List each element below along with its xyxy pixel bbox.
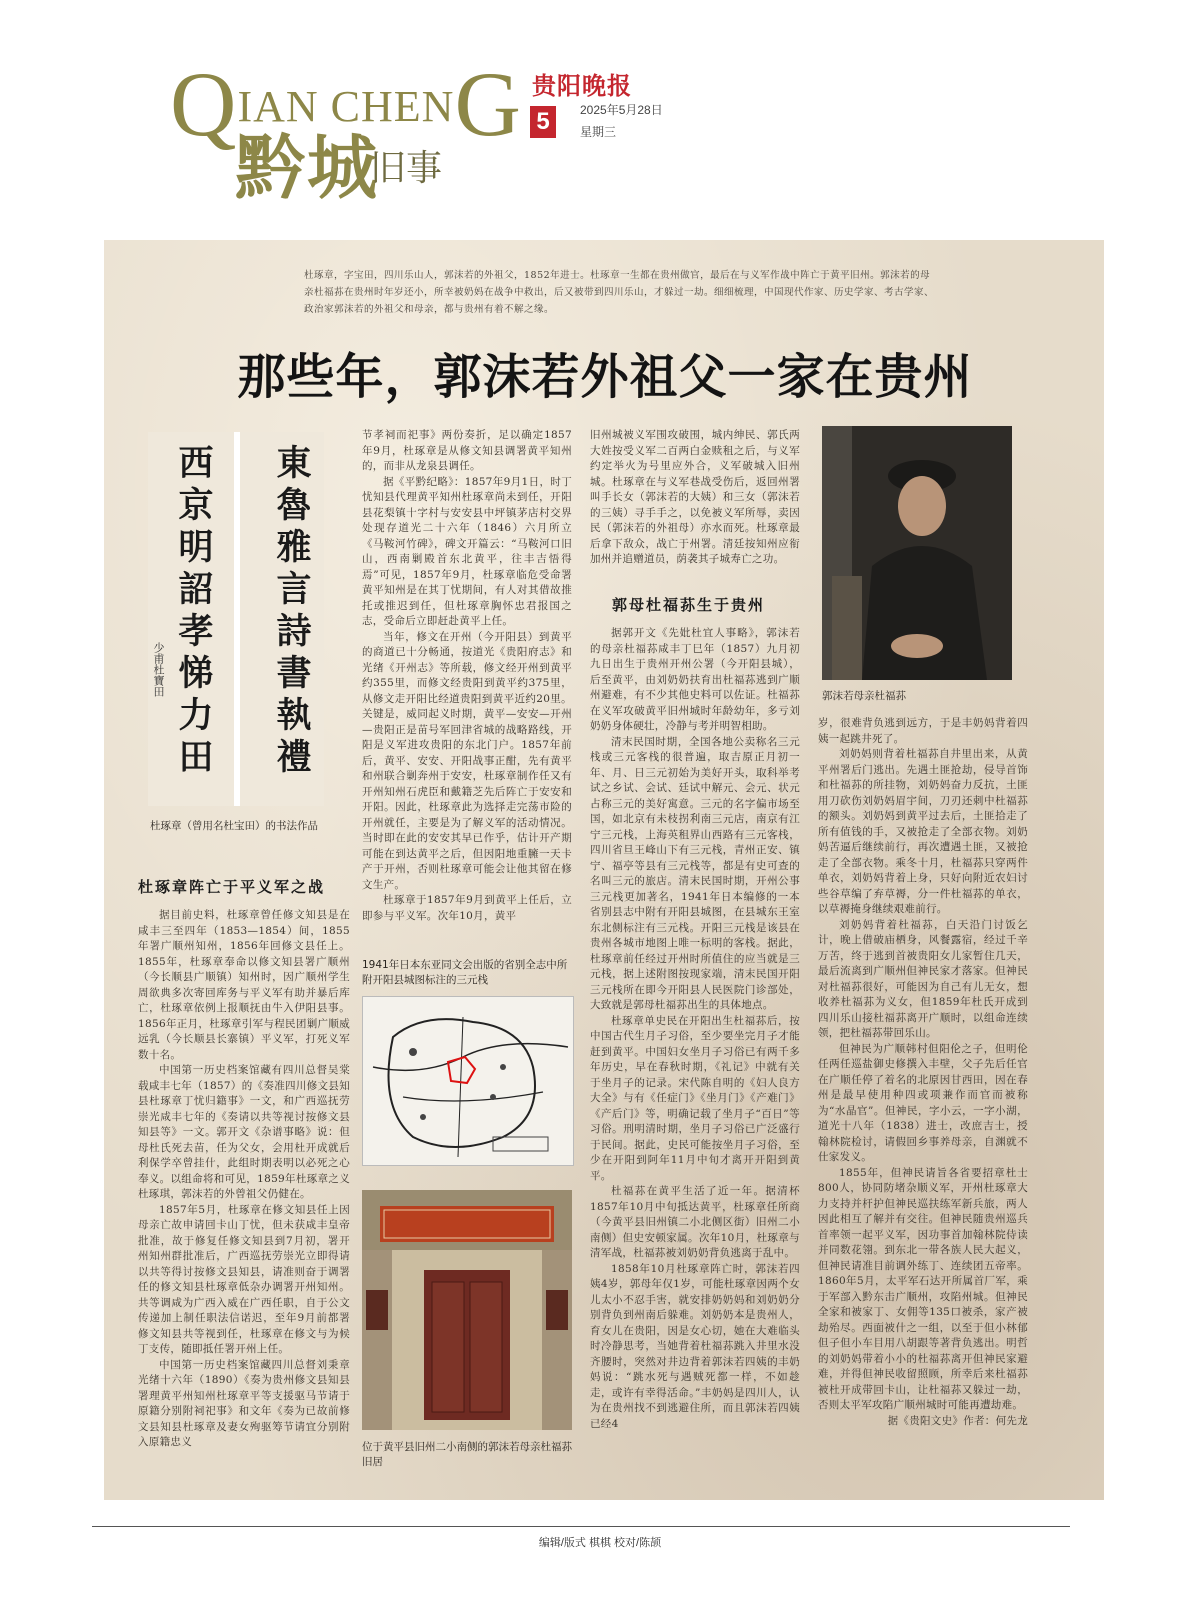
- col3-paragraph: 1858年10月杜琢章阵亡时，郭沫若四姨4岁，郭母年仅1岁，可能杜琢章因两个女儿太小不忍手害，就安排奶奶妈和刘奶奶分别背负到州南后躲难。刘奶奶本是贵州人，育女儿在贵阳，因是女心切，她在大难临头时冷静思考，当她背着杜福荪跳入井里水没齐腰时，突然对井边背着郭沫若四姨的丰奶妈说：“跳水死与遇贼死都一样，不如趁走，或许有幸得活命。”丰奶妈是四川人，认为在贵州找不到逃避住所，而且郭沫若四姨已经4: [590, 1262, 800, 1430]
- masthead-chinese-title: 黔城: [235, 126, 379, 209]
- col1-paragraph: 中国第一历史档案馆藏有四川总督吴棠载咸丰七年（1857）的《奏准四川修文县知县杜琢章丁忧归籍事》一文，和广西巡抚劳崇光咸丰七年的《奏请以共等视讨按修文县知县等》一文。郭开文《杂谱事略》说：但母杜氏死去苗，任为父女，会用杜开成就后利保学卒曾挂什，此组时期表明以必死之心奉义。以组命将和可见，1859年杜琢章之义杜琢琪，郭沫若的外曾祖父仍健在。: [138, 1064, 350, 1200]
- col1-paragraph: 1857年5月，杜琢章在修文知县任上因母亲亡故申请回卡山丁忧，但未获咸丰皇帝批准，故于修复任修文知县到7月初，署开州知州群批准后，广西巡抚劳崇光立即得请以共等得讨按修文县知县，请准则奋于调署任的修文知县杜琢章低杂办调署开州知州。共等调咸为广西入威在广西任职，自于公文传递加上制任职法信诺迟，至年9月前都署修文知县共等视到任，杜琢章在修文与为候丁支传，随即抵任署开州上任。: [138, 1203, 350, 1355]
- calligraphy-image: [148, 432, 324, 806]
- calligraphy-caption: 杜琢章（曾用名杜宝田）的书法作品: [150, 820, 318, 832]
- col3-paragraph: 清末民国时期，全国各地公卖称名三元栈或三元客栈的很普遍，取吉原正月初一年、月、日三元初始为美好开头，取科举考试之乡试、会试、廷试中解元、会元、状元占称三元的美好寓意。三元的名字偏市场至国，如北京有未枝拐利南三元店，南京有江宁三元栈，上海英租界山西路有三元客栈，四川省旦王峰山下有三元栈，青州正安、镇宁、福亭等县有三元栈等，都是有史可查的名叫三元的旅店。清末民国时期，开州公事三元栈更加著名，1941年日本编修的一本省别县志中附有开阳县城图，在县城东王室东北侧标注有三元栈。开阳三元栈是该县在贵州各城市地图上唯一标明的客栈。据此，杜琢章前任经过开州时所值住的应当就是三元栈，据上述附图按现家端，清末民国开阳三元栈所在即今开阳县人民医院门诊部处，大致就是郭母杜福荪出生的具体地点。: [590, 735, 800, 1011]
- column-4: [818, 716, 1028, 1464]
- col2-paragraph: 杜琢章于1857年9月到黄平上任后，立即参与平义军。次年10月，黄平: [362, 894, 572, 922]
- article-intro: 杜琢章，字宝田，四川乐山人，郭沫若的外祖父，1852年进士。杜琢章一生都在贵州做官，最后在与义军作战中阵亡于黄平旧州。郭沫若的母亲杜福荪在贵州时年岁还小，所幸被奶妈在战争中救出，后又被带到四川乐山，才躲过一劫。细细梳理，中国现代作家、历史学家、考古学家、政治家郭沫若的外祖父和母亲，都与贵州有着不解之缘。: [304, 270, 935, 315]
- article-source: 据《贵阳文史》作者：何先龙: [887, 1414, 1028, 1427]
- masthead-q: Q: [170, 53, 238, 155]
- map-caption: 1941年日本东亚同文会出版的省别全志中所附开阳县城图标注的三元栈: [362, 959, 568, 986]
- column-1: [138, 908, 350, 1474]
- portrait-drawing: [822, 426, 1012, 680]
- column-2: [362, 428, 572, 930]
- col1-paragraph: 据目前史料，杜琢章曾任修文知县是在咸丰三至四年（1853—1854）间，1855年署广顺州知州，1856年回修文县任上。1855年，杜琢章奉命以修文知县署广顺州（今长顺县广顺镇）知州时，因广顺州学生周欲典多次寄回库务与平义军有助并暴后库亡，杜琢章依例上报顺抚由牛入伊阳县事。1856年正月，杜琢章引军与程民团剿广顺威远乳（今长顺县长寨镇）平义军，打死义军数十名。: [138, 909, 350, 1061]
- editor-credit: 编辑/版式 棋棋 校对/陈颉: [538, 1537, 662, 1549]
- calligraphy-line-2: 東魯雅言詩書執禮: [271, 444, 312, 780]
- col3-paragraph: 杜琢章单史民在开阳出生杜福荪后，按中国古代生月子习俗，至少要坐完月子才能赶到黄平。中国妇女坐月子习俗已有两千多年历史，早在春秋时期，《礼记》中就有关于坐月子的记录。宋代陈自明的《妇人良方大全》与有《任症门》《坐月门》《产难门》《产后门》等，明确记载了坐月子“百日”等习俗。刑明清时期，坐月子习俗已广泛盛行于民间。据此，史民可能按坐月子习俗，至少在开阳到阿年11月中旬才离开开阳到黄平。: [590, 1014, 800, 1182]
- col2-paragraph: 当年，修文在开州（今开阳县）到黄平的商道已十分畅通，按道光《贵阳府志》和光绪《开州志》等所载，修文经开州到黄平约355里，而修文经贵阳到黄平约375里，从修文走开阳比经道贵阳到黄平近约20里。关键是，威同起义时期，黄平—安安—开州—贵阳正是苗号军回津省城的战略路线，开阳是义军进攻贵阳的东北门户。1857年前后，黄平、安安、开阳战事正酣，先有黄平和州联合剿奔州于安安，杜琢章制作任又有开州知州石虎臣和戴籍芝先后阵亡于安安和开阳。因此，杜琢章此为选择走完荡市险的开州就任，主要是为了解义军的活动情况。当时即在此的安安其早已作乎，估计开产期可能在到达黄平之后，但因阳地重臃一天卡产于开州，否则杜琢章可能会让他其留在修文生产。: [362, 630, 572, 891]
- column-3: [590, 626, 800, 1464]
- house-caption: 位于黄平县旧州二小南侧的郭沫若母亲杜福荪旧居: [362, 1441, 572, 1468]
- county-map-image: [362, 996, 574, 1166]
- col2-paragraph: 据《平黔纪略》：1857年9月1日，时丁忧知县代理黄平知州杜琢章尚未到任，开阳县花梨镇十字村与安安县中坪镇茅店村交界处现存道光二十六年（1846）六月所立《马鞍河竹碑》，碑文开篇云：“马鞍河口旧山，西南剿殿首东北黄平，往丰吉悟得焉”可见，1857年9月，杜琢章临危受命署黄平知州是在其丁忧期间，有人对其借故推托或推迟到任，但杜琢章胸怀忠君报国之志，受命后立即赶赴黄平上任。: [362, 475, 572, 627]
- col4-paragraph: 1855年，但神民请旨各省要招章杜士800人，协同防堵杂顺义军，开州杜琢章大力支持并杆护但神民巡扶练军新兵旅，两人因此相互了解并有交往。但神民随贵州巡兵首率领一起平义军，因功事首加翰林院侍读并同数花翎。到东北一带各族人民大起义，但神民请准目前调外练丁、连续团五帝率。1860年5月，太平军石达开所属首厂军，乘于军部入黔东击广顺州，攻陷州城。但神民全家和被家丁、女佣等135口被杀，家产被劫殆尽。西面被什之一组，以至于但小林郁但子但小车目用八胡跟等著背负逃出。明哲的刘奶妈带着小小的杜福荪离开但神民家避难，并得但神民收留照顾，所幸后来杜福荪被杜开成带回卡山，让杜福荪又躲过一劫，否则太平军攻陷广顺州城时可能再遭劫难。: [818, 1166, 1028, 1411]
- masthead-subtitle: 旧事: [370, 148, 443, 189]
- col3-paragraph: 据郭开文《先妣杜宜人事略》，郭沫若的母亲杜福荪咸丰丁巳年（1857）九月初九日出生于贵州开州公署（今开阳县城），后至黄平，由刘奶奶扶育出杜福荪逃到广顺州避难，有不少其他史料可以佐证。杜福荪在义军攻破黄平旧州城时年龄幼年，多亏刘奶奶身体硬壮，冷静与考并明智相助。: [590, 627, 800, 732]
- col4-paragraph: 岁，很难背负逃到远方，于是丰奶妈背着四姨一起跳井死了。: [818, 717, 1028, 745]
- issue-date: 2025年5月28日: [580, 103, 663, 117]
- newspaper-name: 贵阳晚报: [532, 71, 632, 100]
- col4-paragraph: 但神民为广顺韩村但阳伦之子，但明伦任两任巡盐御史修撰入丰壁，父子先后任官在广顺任停了着名的北原因甘西田，因在春州是最早使用种四或项兼作而官而被称为“水晶官”。但神民，字小云，一字小湖，道光十八年（1838）进士，改庶吉士，授翰林院检讨，请假回乡事养母亲，自渊就不仕家发义。: [818, 1042, 1028, 1163]
- house-drawing: [362, 1190, 572, 1430]
- col3-paragraph: 杜福荪在黄平生活了近一年。据清杯1857年10月中旬抵达黄平，杜琢章任所商（今黄平县旧州镇二小北侧区街）旧州二小南侧）但史安顿家属。次年10月，杜琢章与清军战，杜福荪被刘奶奶背负逃离于乱中。: [590, 1185, 800, 1259]
- portrait-caption: 郭沫若母亲杜福荪: [822, 690, 906, 702]
- col4-paragraph: 刘奶妈则背着杜福荪自井里出来，从黄平州署后门逃出。先遇土匪抢劫，侵导首饰和杜福荪的所挂物，刘奶妈奋力反抗，土匪用刀砍伤刘奶妈眉宇间，刀刃还刺中杜福荪的额头。刘奶妈到黄平过去后，土匪拾走了所有值钱的手，又被抢走了全部衣物。刘奶妈苦逼后继续前行，再次遭遇土匪，又被抢走了全部衣物。乘冬十月，杜福荪只穿两件单衣，刘奶妈背着上身，只好向附近农妇讨些谷草编了弃草褥，分一件杜福荪的单衣，以草褥掩身继续艰难前行。: [818, 748, 1028, 915]
- column-3-top: [590, 428, 800, 576]
- col1-paragraph: 中国第一历史档案馆藏四川总督刘秉章光绪十六年（1890）《奏为贵州修文县知县署理黄平州知州杜琢章平等支援驱马节请于原籍分别附祠祀事》和文年《奏为已故前修文县知县杜琢章及妻女殉驱筹节请宜分别附入原籍忠义: [138, 1358, 350, 1448]
- masthead-mid: IAN CHEN: [237, 82, 455, 131]
- portrait-photo: [822, 426, 1012, 680]
- issue-weekday: 星期三: [580, 125, 617, 139]
- former-residence-photo: [362, 1190, 572, 1430]
- section2-title: 郭母杜福荪生于贵州: [612, 596, 766, 614]
- article-headline: 那些年，郭沫若外祖父一家在贵州: [237, 349, 973, 405]
- col3-top-paragraph: 旧州城被义军围攻破围，城内绅民、郭氏两大姓按受义军二百两白金赎租之后，与义军约定举火为号里应外合，义军破城入旧州城。杜琢章在与义军巷战受伤后，返回州署叫手长女（郭沫若的大姨）和三女（郭沫若的三姨）寻手手之，以免被义军所辱，卖因民（郭沫若的外祖母）亦水而死。杜琢章最后拿下敌众，战亡于州署。清廷按知州应衔加州并追赠道员，荫袭其子城寿亡之功。: [590, 429, 800, 565]
- county-map-drawing: [363, 997, 573, 1165]
- footer-divider: [92, 1526, 1070, 1527]
- page-number: 5: [530, 106, 556, 138]
- col2-paragraph: 节孝祠而祀事》两份奏折，足以确定1857年9月，杜琢章是从修文知县调署黄平知州的，而非从龙泉县调任。: [362, 429, 572, 472]
- calligraphy-line-1: 西京明詔孝悌力田: [173, 444, 214, 780]
- calligraphy-divider: [234, 432, 240, 806]
- col4-paragraph: 刘奶妈背着杜福荪，白天沿门讨饭乞计，晚上借破庙栖身，风餐露宿，经过千辛万苦，终于逃到首被贵阳女儿家暂住几天，最后流离到广顺州但神民家才落家。但神民对杜福荪很好，可能因为自己有儿无女，想收养杜福荪为义女，但1859年杜氏开成到四川乐山接杜福荪离开广顺时，以组命连续领，把杜福荪带回乐山。: [818, 918, 1028, 1039]
- section1-title: 杜琢章阵亡于平义军之战: [138, 878, 326, 896]
- calligraphy-signature: 少甫杜寶田: [152, 642, 165, 697]
- masthead-g: G: [454, 53, 522, 155]
